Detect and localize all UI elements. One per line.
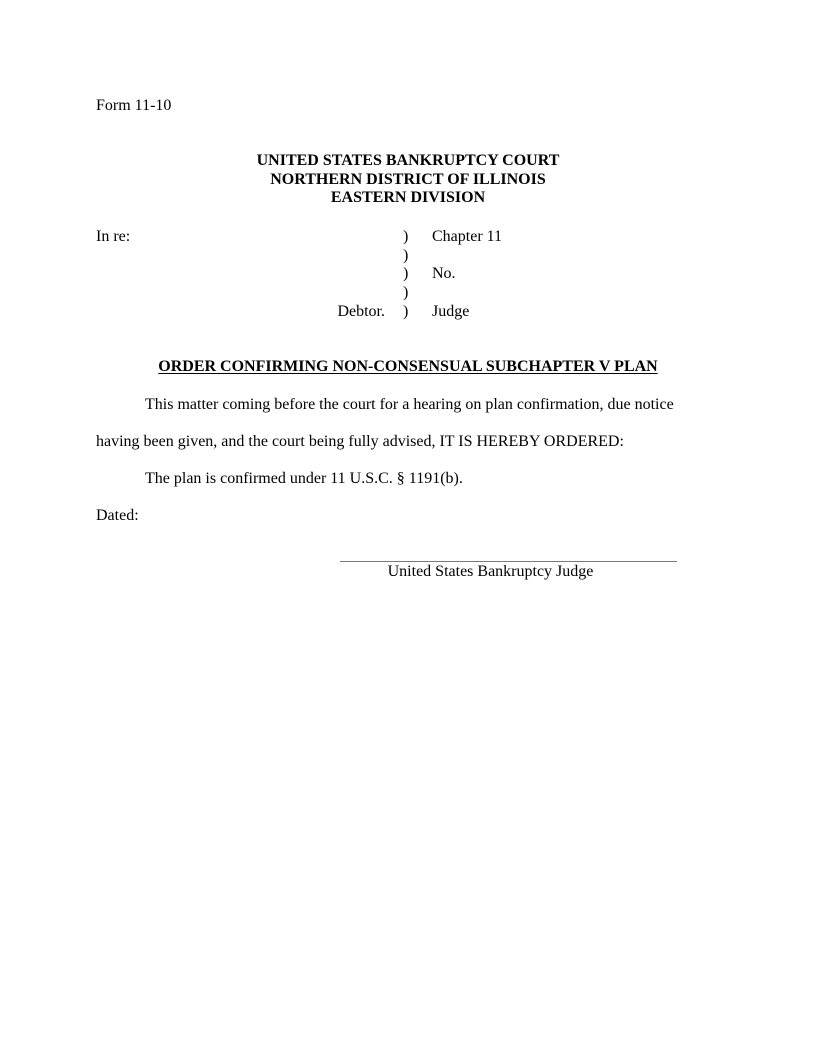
confirmation-statement: The plan is confirmed under 11 U.S.C. § 1191(b).	[145, 470, 463, 487]
court-division: EASTERN DIVISION	[330, 189, 486, 207]
judge-label: Judge	[432, 302, 470, 320]
order-paragraph-line-2: having been given, and the court being fully advised, IT IS HEREBY ORDERED:	[96, 433, 624, 450]
caption-paren: )	[403, 284, 409, 302]
signature-line	[340, 561, 677, 562]
signature-label: United States Bankruptcy Judge	[387, 563, 594, 580]
court-name: UNITED STATES BANKRUPTCY COURT	[256, 152, 560, 169]
order-paragraph-line-1: This matter coming before the court for a hearing on plan confirmation, due notice	[145, 396, 674, 413]
court-district: NORTHERN DISTRICT OF ILLINOIS	[270, 170, 546, 188]
in-re-label: In re:	[96, 228, 131, 245]
caption-paren: )	[403, 265, 409, 283]
form-number: Form 11-10	[96, 97, 172, 114]
court-header	[0, 152, 816, 208]
caption-paren: )	[403, 246, 409, 264]
dated-label: Dated:	[96, 507, 139, 524]
case-number-label: No.	[432, 265, 456, 283]
caption-paren: )	[403, 302, 409, 320]
case-caption	[0, 228, 816, 323]
caption-paren: )	[403, 228, 409, 245]
debtor-label: Debtor.	[337, 303, 385, 320]
chapter-label: Chapter 11	[432, 228, 503, 245]
order-title: ORDER CONFIRMING NON-CONSENSUAL SUBCHAPTER V PLAN	[158, 358, 658, 375]
